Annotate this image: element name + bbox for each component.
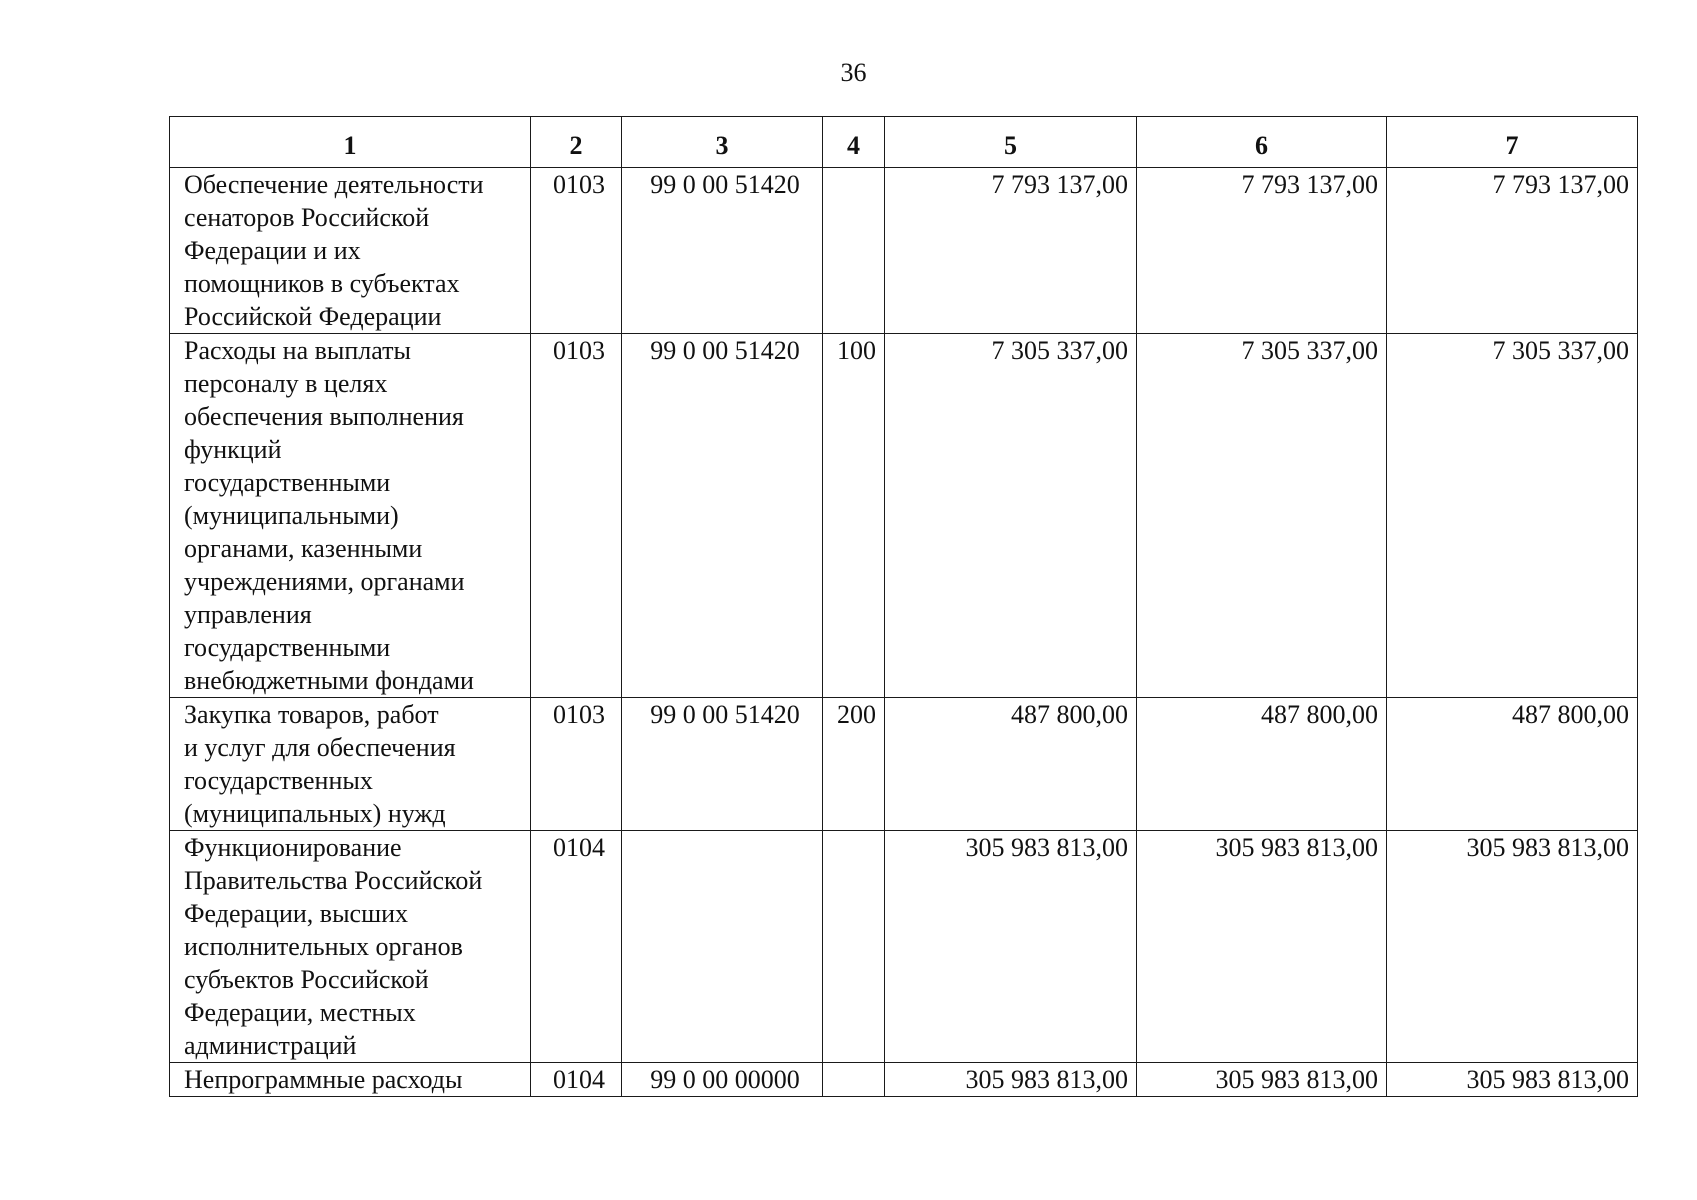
row-target-code: 99 0 00 51420 — [622, 698, 823, 831]
row-target-code: 99 0 00 00000 — [622, 1063, 823, 1097]
row-name-line: администраций — [184, 1031, 357, 1060]
row-name-line: обеспечения выполнения — [184, 402, 464, 431]
row-amount-col7: 7 305 337,00 — [1387, 334, 1638, 698]
row-name-line: Непрограммные расходы — [184, 1065, 463, 1094]
row-amount-col7: 305 983 813,00 — [1387, 1063, 1638, 1097]
row-name-line: функций — [184, 435, 282, 464]
row-amount-col6: 305 983 813,00 — [1137, 1063, 1387, 1097]
row-target-code: 99 0 00 51420 — [622, 168, 823, 334]
row-name-line: учреждениями, органами — [184, 567, 465, 596]
table-row — [170, 334, 1638, 698]
table-header-row — [170, 117, 1638, 168]
column-header-2: 2 — [531, 117, 622, 168]
column-header-4: 4 — [823, 117, 885, 168]
row-name-line: внебюджетными фондами — [184, 666, 474, 695]
row-name-line: Российской Федерации — [184, 302, 442, 331]
row-name-line: сенаторов Российской — [184, 203, 430, 232]
row-expense-type — [823, 831, 885, 1063]
row-amount-col5: 305 983 813,00 — [885, 1063, 1137, 1097]
budget-table — [169, 116, 1638, 1097]
row-section-code: 0104 — [531, 831, 622, 1063]
row-name-line: и услуг для обеспечения — [184, 733, 456, 762]
column-header-3: 3 — [622, 117, 823, 168]
row-amount-col6: 487 800,00 — [1137, 698, 1387, 831]
row-name-line: (муниципальных) нужд — [184, 799, 446, 828]
column-header-6: 6 — [1137, 117, 1387, 168]
row-name-line: (муниципальными) — [184, 501, 399, 530]
row-name-line: Федерации, высших — [184, 899, 409, 928]
row-name — [170, 831, 531, 1063]
table-row — [170, 698, 1638, 831]
row-name-line: Обеспечение деятельности — [184, 170, 484, 199]
row-expense-type: 200 — [823, 698, 885, 831]
row-amount-col5: 305 983 813,00 — [885, 831, 1137, 1063]
row-name-line: субъектов Российской — [184, 965, 429, 994]
row-name-line: Правительства Российской — [184, 866, 483, 895]
row-section-code: 0103 — [531, 334, 622, 698]
row-name — [170, 334, 531, 698]
row-amount-col7: 487 800,00 — [1387, 698, 1638, 831]
row-name-line: государственными — [184, 633, 391, 662]
row-name-line: Функционирование — [184, 833, 402, 862]
row-name — [170, 1063, 531, 1097]
row-amount-col5: 7 305 337,00 — [885, 334, 1137, 698]
table-row — [170, 831, 1638, 1063]
row-name-line: Расходы на выплаты — [184, 336, 411, 365]
row-target-code: 99 0 00 51420 — [622, 334, 823, 698]
column-header-7: 7 — [1387, 117, 1638, 168]
row-name-line: исполнительных органов — [184, 932, 463, 961]
row-section-code: 0103 — [531, 698, 622, 831]
table-row — [170, 1063, 1638, 1097]
row-expense-type — [823, 1063, 885, 1097]
row-expense-type — [823, 168, 885, 334]
column-header-1: 1 — [170, 117, 531, 168]
row-name-line: Федерации, местных — [184, 998, 416, 1027]
row-name-line: государственными — [184, 468, 391, 497]
row-name-line: органами, казенными — [184, 534, 423, 563]
row-target-code — [622, 831, 823, 1063]
row-amount-col6: 7 305 337,00 — [1137, 334, 1387, 698]
column-header-5: 5 — [885, 117, 1137, 168]
row-name-line: государственных — [184, 766, 373, 795]
row-amount-col6: 305 983 813,00 — [1137, 831, 1387, 1063]
row-amount-col5: 487 800,00 — [885, 698, 1137, 831]
row-name-line: персоналу в целях — [184, 369, 388, 398]
page-number: 36 — [840, 58, 867, 87]
row-amount-col7: 7 793 137,00 — [1387, 168, 1638, 334]
row-name-line: помощников в субъектах — [184, 269, 460, 298]
table-row — [170, 168, 1638, 334]
row-name-line: управления — [184, 600, 312, 629]
row-name-line: Закупка товаров, работ — [184, 700, 439, 729]
row-section-code: 0103 — [531, 168, 622, 334]
row-section-code: 0104 — [531, 1063, 622, 1097]
row-expense-type: 100 — [823, 334, 885, 698]
row-name — [170, 168, 531, 334]
row-amount-col5: 7 793 137,00 — [885, 168, 1137, 334]
row-amount-col7: 305 983 813,00 — [1387, 831, 1638, 1063]
row-amount-col6: 7 793 137,00 — [1137, 168, 1387, 334]
row-name — [170, 698, 531, 831]
row-name-line: Федерации и их — [184, 236, 361, 265]
